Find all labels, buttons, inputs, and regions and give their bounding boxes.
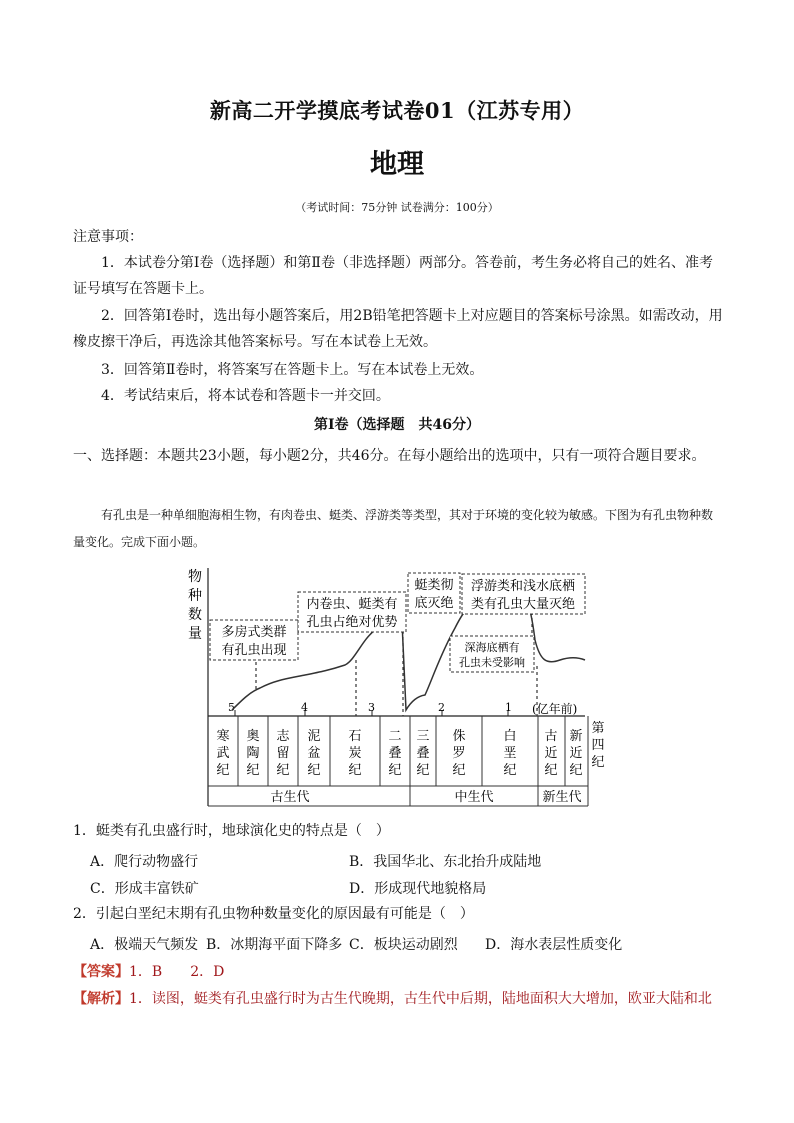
svg-text:近: 近 xyxy=(544,746,558,761)
svg-text:纪: 纪 xyxy=(388,763,402,778)
svg-text:四: 四 xyxy=(591,738,605,753)
callout-text: 多房式类群 xyxy=(221,625,287,640)
svg-text:纪: 纪 xyxy=(503,763,517,778)
question-1-option-a[interactable]: A．爬行动物盛行 xyxy=(90,854,199,870)
analysis-tag: 【解析】 xyxy=(73,991,129,1007)
svg-text:侏: 侏 xyxy=(452,729,466,744)
note-item: 3．回答第Ⅱ卷时，将答案写在答题卡上。写在本试卷上无效。 xyxy=(101,362,484,378)
svg-text:纪: 纪 xyxy=(591,755,605,770)
answer-line xyxy=(73,961,224,981)
tick-label: 3 xyxy=(368,701,375,714)
tick-label: 5 xyxy=(228,701,235,714)
question-2-option-c[interactable]: C．板块运动剧烈 xyxy=(349,937,458,953)
tick-label: 4 xyxy=(301,701,308,714)
analysis-text: 1．读图，蜓类有孔虫盛行时为古生代晚期，古生代中后期，陆地面积大大增加，欧亚大陆和北 xyxy=(129,991,712,1007)
callout-text: 蜓类彻 xyxy=(414,578,454,593)
question-2-stem: 2．引起白垩纪末期有孔虫物种数量变化的原因最有可能是（ ） xyxy=(73,906,474,922)
exam-info: （考试时间：75分钟 试卷满分：100分） xyxy=(295,201,499,214)
svg-text:新: 新 xyxy=(569,729,583,744)
svg-text:近: 近 xyxy=(569,746,583,761)
svg-text:纪: 纪 xyxy=(452,763,466,778)
y-label-char: 种 xyxy=(188,588,202,604)
note-item: 1．本试卷分第Ⅰ卷（选择题）和第Ⅱ卷（非选择题）两部分。答卷前，考生务必将自己的姓名、准考证号填写在答题卡上。 xyxy=(73,255,713,297)
axis-unit: (亿年前) xyxy=(532,702,578,716)
y-label-char: 数 xyxy=(188,607,202,623)
answer-text: 1．B 2．D xyxy=(129,964,225,980)
era-label: 中生代 xyxy=(454,790,494,805)
subject-title: 地理 xyxy=(370,149,424,180)
era-label: 新生代 xyxy=(542,790,582,805)
figure-svg xyxy=(180,560,605,810)
question-1-option-d[interactable]: D．形成现代地貌格局 xyxy=(349,881,487,897)
material-text: 有孔虫是一种单细胞海相生物，有肉卷虫、蜓类、浮游类等类型，其对于环境的变化较为敏感。下图为有孔虫物种数量变化。完成下面小题。 xyxy=(73,508,714,549)
svg-text:二: 二 xyxy=(388,729,402,744)
tick-label: 2 xyxy=(438,701,445,714)
section-instruction: 一、选择题：本题共23小题，每小题2分，共46分。在每小题给出的选项中，只有一项符合题目要求。 xyxy=(73,448,706,464)
svg-text:炭: 炭 xyxy=(348,746,362,761)
svg-text:纪: 纪 xyxy=(246,763,260,778)
svg-text:纪: 纪 xyxy=(348,763,362,778)
era-label: 古生代 xyxy=(270,790,310,805)
svg-text:垩: 垩 xyxy=(503,746,517,761)
svg-text:纪: 纪 xyxy=(544,763,558,778)
question-2-option-d[interactable]: D．海水表层性质变化 xyxy=(485,937,623,953)
note-item: 2．回答第Ⅰ卷时，选出每小题答案后，用2B铅笔把答题卡上对应题目的答案标号涂黑。如需改动，用橡皮擦干净后，再选涂其他答案标号。写在本试卷上无效。 xyxy=(73,308,723,350)
svg-text:叠: 叠 xyxy=(416,746,430,761)
analysis-line xyxy=(73,988,733,1008)
svg-text:盆: 盆 xyxy=(307,746,321,761)
svg-text:纪: 纪 xyxy=(216,763,230,778)
svg-text:三: 三 xyxy=(416,729,430,744)
tick-label: 1 xyxy=(505,701,512,714)
callout-text: 深海底栖有 xyxy=(464,641,520,654)
svg-text:第: 第 xyxy=(591,721,605,736)
y-label-char: 物 xyxy=(188,569,202,585)
question-1-stem: 1．蜓类有孔虫盛行时，地球演化史的特点是（ ） xyxy=(73,823,390,839)
svg-text:留: 留 xyxy=(276,746,290,761)
svg-text:武: 武 xyxy=(216,746,230,761)
svg-text:纪: 纪 xyxy=(307,763,321,778)
svg-text:罗: 罗 xyxy=(452,746,466,761)
svg-text:纪: 纪 xyxy=(416,763,430,778)
svg-text:白: 白 xyxy=(503,729,517,744)
svg-text:纪: 纪 xyxy=(276,763,290,778)
callout-text: 有孔虫出现 xyxy=(221,643,287,658)
callout-text: 底灭绝 xyxy=(414,596,454,611)
svg-text:奥: 奥 xyxy=(246,729,260,744)
callout-text: 孔虫占绝对优势 xyxy=(306,615,398,630)
svg-text:叠: 叠 xyxy=(388,746,402,761)
callout-text: 类有孔虫大量灭绝 xyxy=(470,597,576,612)
svg-text:纪: 纪 xyxy=(569,763,583,778)
svg-text:志: 志 xyxy=(276,729,290,744)
svg-text:寒: 寒 xyxy=(216,729,230,744)
question-1-option-c[interactable]: C．形成丰富铁矿 xyxy=(90,881,199,897)
svg-text:石: 石 xyxy=(348,729,362,744)
callout-text: 孔虫未受影响 xyxy=(459,656,525,669)
callout-text: 内卷虫、蜓类有 xyxy=(306,597,398,612)
era-labels xyxy=(270,789,581,805)
foraminifera-figure xyxy=(180,560,605,810)
callout-text: 浮游类和浅水底栖 xyxy=(470,579,576,594)
y-axis-label xyxy=(188,568,202,642)
y-label-char: 量 xyxy=(188,626,202,642)
question-1-option-b[interactable]: B．我国华北、东北抬升成陆地 xyxy=(349,854,542,870)
question-2-option-a[interactable]: A．极端天气频发 xyxy=(90,937,199,953)
question-2-option-b[interactable]: B．冰期海平面下降多 xyxy=(206,937,343,953)
notes-heading: 注意事项： xyxy=(73,229,143,245)
section-heading: 第Ⅰ卷（选择题 共46分） xyxy=(313,417,481,433)
svg-text:古: 古 xyxy=(544,729,558,744)
note-item: 4．考试结束后，将本试卷和答题卡一并交回。 xyxy=(101,388,390,404)
svg-text:泥: 泥 xyxy=(307,729,321,744)
svg-text:陶: 陶 xyxy=(246,746,260,761)
answer-tag: 【答案】 xyxy=(73,964,129,980)
exam-title: 新高二开学摸底考试卷01（江苏专用） xyxy=(209,98,585,123)
